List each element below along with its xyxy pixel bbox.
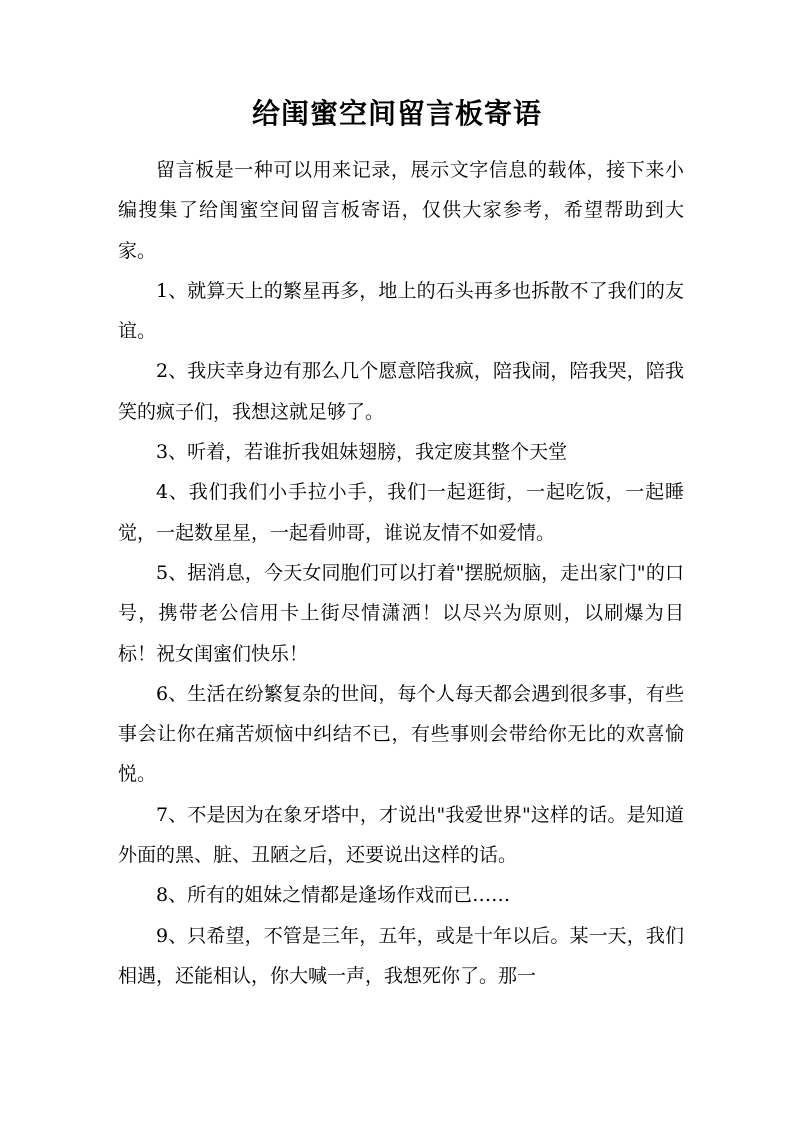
message-item-8: 8、所有的姐妹之情都是逢场作戏而已…… (156, 884, 511, 907)
message-item-5: 5、据消息，今天女同胞们可以打着"摆脱烦脑，走出家门"的口号，携带老公信用卡上街尽情潇洒！以尽兴为原则，以刷爆为目标！祝女闺蜜们快乐！ (118, 561, 684, 665)
intro-paragraph: 留言板是一种可以用来记录，展示文字信息的载体，接下来小编搜集了给闺蜜空间留言板寄语，仅供大家参考，希望帮助到大家。 (118, 159, 684, 262)
document-body (118, 150, 684, 996)
message-item-4: 4、我们我们小手拉小手，我们一起逛街，一起吃饭，一起睡觉，一起数星星，一起看帅哥，谁说友情不如爱情。 (118, 481, 684, 544)
message-item-3: 3、听着，若谁折我姐妹翅膀，我定废其整个天堂 (156, 441, 568, 464)
message-item-9: 9、只希望，不管是三年，五年，或是十年以后。某一天，我们相遇，还能相认，你大喊一声，我想死你了。那一 (118, 924, 684, 987)
message-item-2: 2、我庆幸身边有那么几个愿意陪我疯，陪我闹，陪我哭，陪我笑的疯子们，我想这就足够了。 (118, 360, 684, 423)
message-item-1: 1、就算天上的繁星再多，地上的石头再多也拆散不了我们的友谊。 (118, 279, 684, 343)
message-item-6: 6、生活在纷繁复杂的世间，每个人每天都会遇到很多事，有些事会让你在痛苦烦恼中纠结不已，有些事则会带给你无比的欢喜愉悦。 (118, 682, 684, 786)
message-item-7: 7、不是因为在象牙塔中，才说出"我爱世界"这样的话。是知道外面的黑、脏、丑陋之后，还要说出这样的话。 (118, 803, 684, 867)
document-title: 给闺蜜空间留言板寄语 (251, 97, 542, 130)
